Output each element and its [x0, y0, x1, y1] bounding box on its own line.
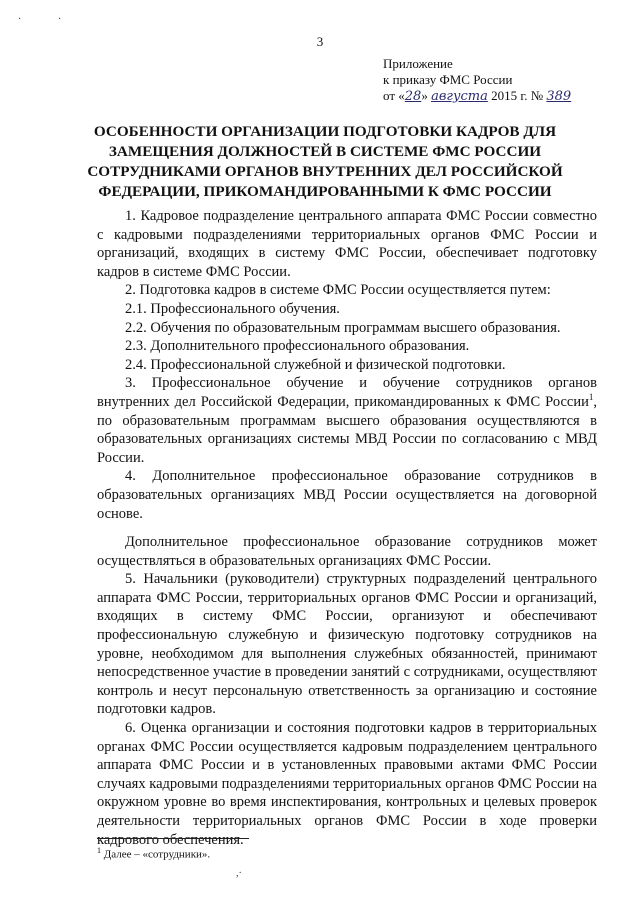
footnote-ref: 1 [588, 392, 594, 403]
paragraph-3: 3. Профессиональное обучение и обучение сотрудников органов внутренних дел Российской Федерации, прикомандированных к ФМС России$^1$, по образовательным программам высшего образования осуществляются в образовательных организациях системы МВД России по согласованию с МВД России. [97, 375, 597, 466]
paragraph-2: 2. Подготовка кадров в системе ФМС России осуществляется путем: [125, 282, 551, 299]
handwritten-month: августа [431, 89, 488, 104]
paragraph-2-3: 2.3. Дополнительного профессионального образования. [125, 338, 470, 355]
handwritten-order-number: 389 [546, 89, 572, 104]
paragraph-1: 1. Кадровое подразделение центрального аппарата ФМС России совместно с кадровыми подразделениями территориальных органов ФМС России и организаций, входящих в систему ФМС России, обеспечивает подготовку кадров в системе ФМС России. [97, 208, 597, 280]
header-date-line: от «28» августа 2015 г. № 389 [383, 88, 572, 104]
footnote: $^1$ Далее – «сотрудники». [97, 846, 211, 861]
header-line-2: к приказу ФМС России [383, 72, 513, 87]
footnote-divider [97, 838, 249, 839]
document-body [97, 207, 597, 849]
paragraph-2-4: 2.4. Профессиональной служебной и физической подготовки. [125, 356, 506, 373]
header-line-1: Приложение [383, 56, 453, 71]
document-title: ОСОБЕННОСТИ ОРГАНИЗАЦИИ ПОДГОТОВКИ КАДРОВ ДЛЯ ЗАМЕЩЕНИЯ ДОЛЖНОСТЕЙ В СИСТЕМЕ ФМС РОССИИ СОТРУДНИКАМИ ОРГАНОВ ВНУТРЕННИХ ДЕЛ РОССИЙСКОЙ ФЕДЕРАЦИИ, ПРИКОМАНДИРОВАННЫМИ К ФМС РОССИИ [87, 123, 563, 200]
scan-mark: · [18, 14, 22, 25]
paragraph-2-2: 2.2. Обучения по образовательным программам высшего образования. [125, 319, 561, 336]
handwritten-day: 28 [404, 89, 422, 104]
scan-mark: · [58, 14, 62, 25]
page-number: 3 [316, 34, 324, 49]
paragraph-4: 4. Дополнительное профессиональное образование сотрудников в образовательных организациях МВД России осуществляется на договорной основе. [97, 468, 597, 522]
paragraph-5: 5. Начальники (руководители) структурных подразделений центрального аппарата ФМС России, территориальных органов ФМС России и организаций, входящих в систему ФМС России, организуют и обеспечивают профессиональную служебную и физическую подготовку сотрудников на уровне, необходимом для выполнения служебных обязанностей, принимают непосредственное участие в проведении занятий с сотрудниками, осуществляют контроль и несут персональную ответственность за организацию и состояние подготовки кадров. [97, 571, 597, 718]
paragraph-2-1: 2.1. Профессионального обучения. [125, 300, 340, 317]
paragraph-6: 6. Оценка организации и состояния подготовки кадров в территориальных органах ФМС России осуществляется кадровым подразделением центрального аппарата ФМС России и в установленных правовыми актами ФМС России случаях кадровыми подразделениями территориальных органов ФМС России на окружном уровне во время инспектирования, контрольных и целевых проверок деятельности территориальных органов ФМС России в ходе проверки кадрового обеспечения. [97, 720, 597, 848]
scan-mark: ,· [236, 868, 242, 879]
order-header [383, 56, 571, 105]
paragraph-4b: Дополнительное профессиональное образование сотрудников может осуществляться в образовательных организациях ФМС России. [97, 534, 597, 569]
